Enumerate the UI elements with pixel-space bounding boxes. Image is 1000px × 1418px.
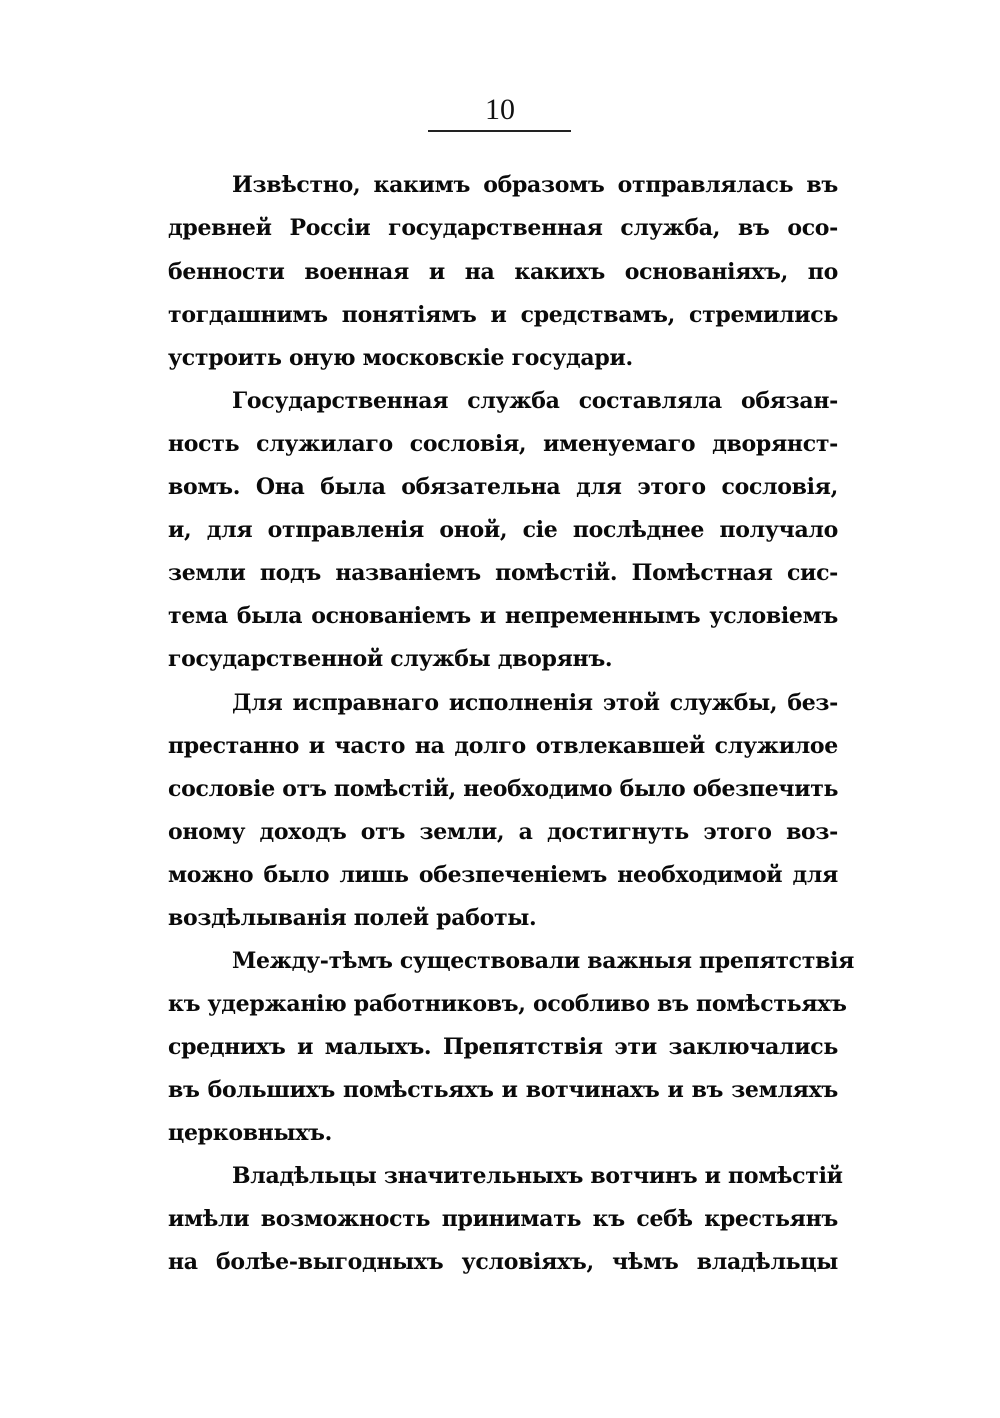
text-line: сословіе отъ помѣстій, необходимо было обезпечить xyxy=(168,776,839,802)
text-line: можно было лишь обезпеченіемъ необходимой для xyxy=(168,862,838,888)
text-line: на болѣе-выгодныхъ условіяхъ, чѣмъ владѣльцы xyxy=(168,1249,838,1275)
text-line: и, для отправленія оной, сіе послѣднее получало xyxy=(168,517,838,543)
text-line: среднихъ и малыхъ. Препятствія эти заключались xyxy=(168,1034,838,1060)
text-line: древней Россіи государственная служба, въ осо- xyxy=(168,215,838,241)
text-line: къ удержанію работниковъ, особливо въ помѣстьяхъ xyxy=(168,991,847,1017)
text-line: государственной службы дворянъ. xyxy=(168,646,613,672)
text-line: Владѣльцы значительныхъ вотчинъ и помѣстій xyxy=(232,1163,843,1189)
text-line: устроить оную московскіе государи. xyxy=(168,345,633,371)
text-line: вомъ. Она была обязательна для этого сословія, xyxy=(168,474,838,500)
text-line: тема была основаніемъ и непременнымъ условіемъ xyxy=(168,603,838,629)
text-line: имѣли возможность принимать къ себѣ крестьянъ xyxy=(168,1206,838,1232)
text-line: оному доходъ отъ земли, а достигнуть этого воз- xyxy=(168,819,838,845)
header-rule xyxy=(428,130,571,132)
text-line: Для исправнаго исполненія этой службы, без- xyxy=(232,690,838,716)
text-line: земли подъ названіемъ помѣстій. Помѣстная сис- xyxy=(168,560,838,586)
text-line: бенности военная и на какихъ основаніяхъ, по xyxy=(168,259,838,285)
text-line: тогдашнимъ понятіямъ и средствамъ, стремились xyxy=(168,302,838,328)
page-number: 10 xyxy=(485,93,515,126)
text-line: Извѣстно, какимъ образомъ отправлялась въ xyxy=(232,172,838,198)
text-line: церковныхъ. xyxy=(168,1120,332,1146)
text-line: воздѣлыванія полей работы. xyxy=(168,905,537,931)
text-line: Государственная служба составляла обязан- xyxy=(232,388,838,414)
text-line: ность служилаго сословія, именуемаго дворянст- xyxy=(168,431,838,457)
text-line: престанно и часто на долго отвлекавшей служилое xyxy=(168,733,838,759)
text-line: въ большихъ помѣстьяхъ и вотчинахъ и въ земляхъ xyxy=(168,1077,838,1103)
text-line: Между-тѣмъ существовали важныя препятствія xyxy=(232,948,855,974)
